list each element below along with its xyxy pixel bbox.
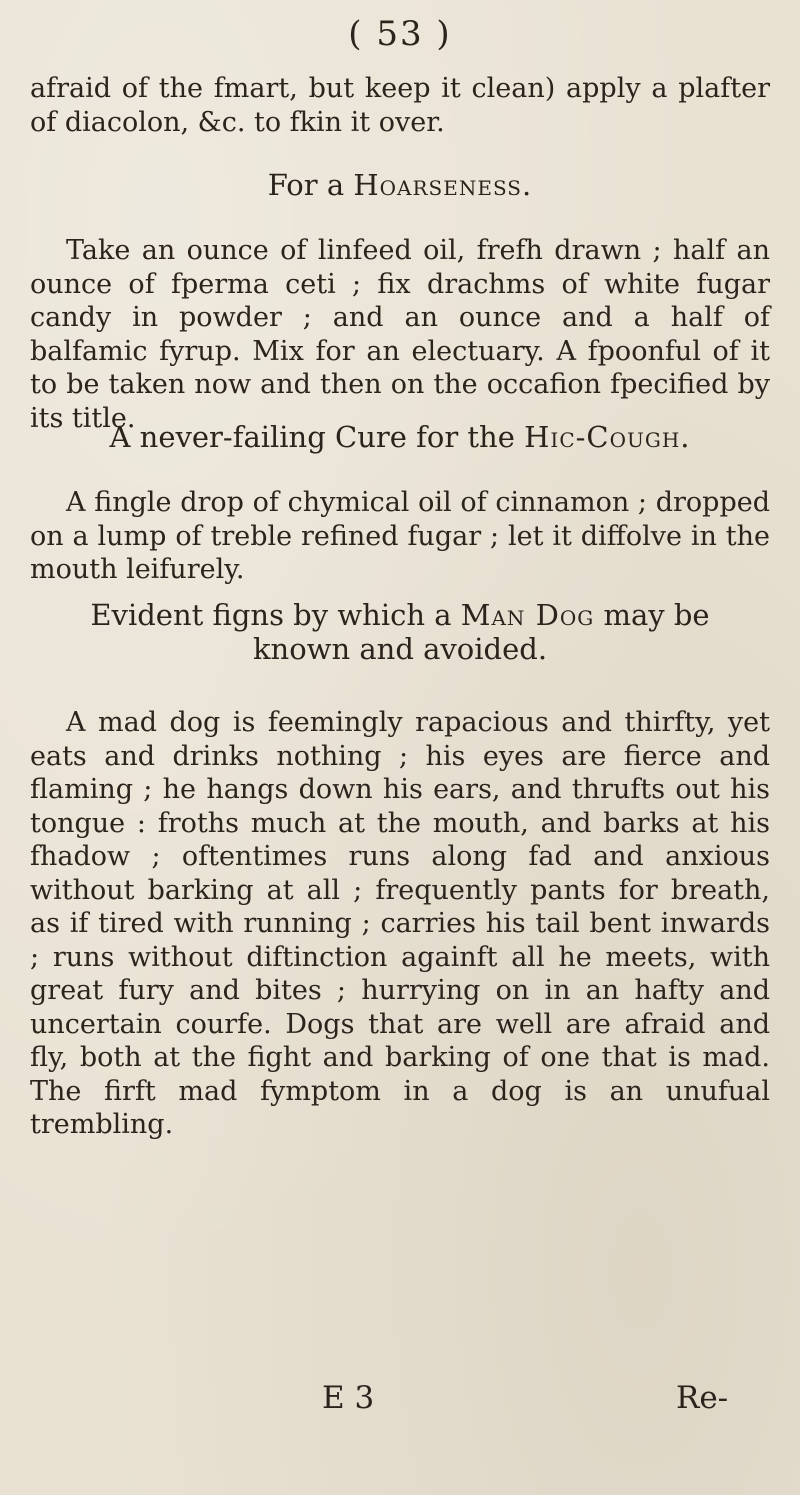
heading-hoarseness-title: Hoarseness. [353,168,533,202]
catchword: Re- [676,1380,729,1416]
heading-mad-dog-line-1 [30,598,770,632]
heading-mad-dog-line-2: known and avoided. [252,632,548,666]
heading-hic-cough-prefix: A never-failing Cure for the [109,420,515,454]
paragraph-smart-treatment: afraid of the fmart, but keep it clean) apply a plafter of diacolon, &c. to fkin it over. [30,73,770,138]
heading-mad-dog-prefix: Evident figns by which a [90,598,452,632]
paragraph-mad-dog-signs: A mad dog is feemingly rapacious and thirfty, yet eats and drinks nothing ; his eyes are fierce and flaming ; he hangs down his ears, and thrufts out his tongue : froths much at the mouth, and barks at his fhadow ; oftentimes runs along fad and anxious without barking at all ; frequently pants for breath, as if tired with running ; carries his tail bent inwards ; runs without diftinction againft all he meets, with great fury and bites ; hurrying on in an hafty and uncertain courfe. Dogs that are well are afraid and fly, both at the fight and barking of one that is mad. The firft mad fymptom in a dog is an unufual trembling. [30,707,770,1140]
heading-mad-dog-suffix: may be [603,598,710,632]
heading-hoarseness-prefix: For a [267,168,345,202]
heading-hoarseness [30,168,770,202]
paragraph-hoarseness-recipe: Take an ounce of linfeed oil, frefh drawn ; half an ounce of fperma ceti ; fix drachms of white fugar candy in powder ; and an ounce and a half of balfamic fyrup. Mix for an electuary. A fpoonful of it to be taken now and then on the occafion fpecified by its title. [30,235,770,434]
page-footer [0,1380,800,1420]
heading-mad-dog [30,598,770,666]
signature-mark: E 3 [322,1380,375,1416]
heading-hic-cough [30,420,770,454]
paragraph-hic-cough-cure: A fingle drop of chymical oil of cinnamon ; dropped on a lump of treble refined fugar ; let it diffolve in the mouth leifurely. [30,487,770,585]
heading-mad-dog-title: Man Dog [460,598,595,632]
heading-hic-cough-title: Hic-Cough. [524,420,691,454]
page-number: ( 53 ) [348,14,452,54]
